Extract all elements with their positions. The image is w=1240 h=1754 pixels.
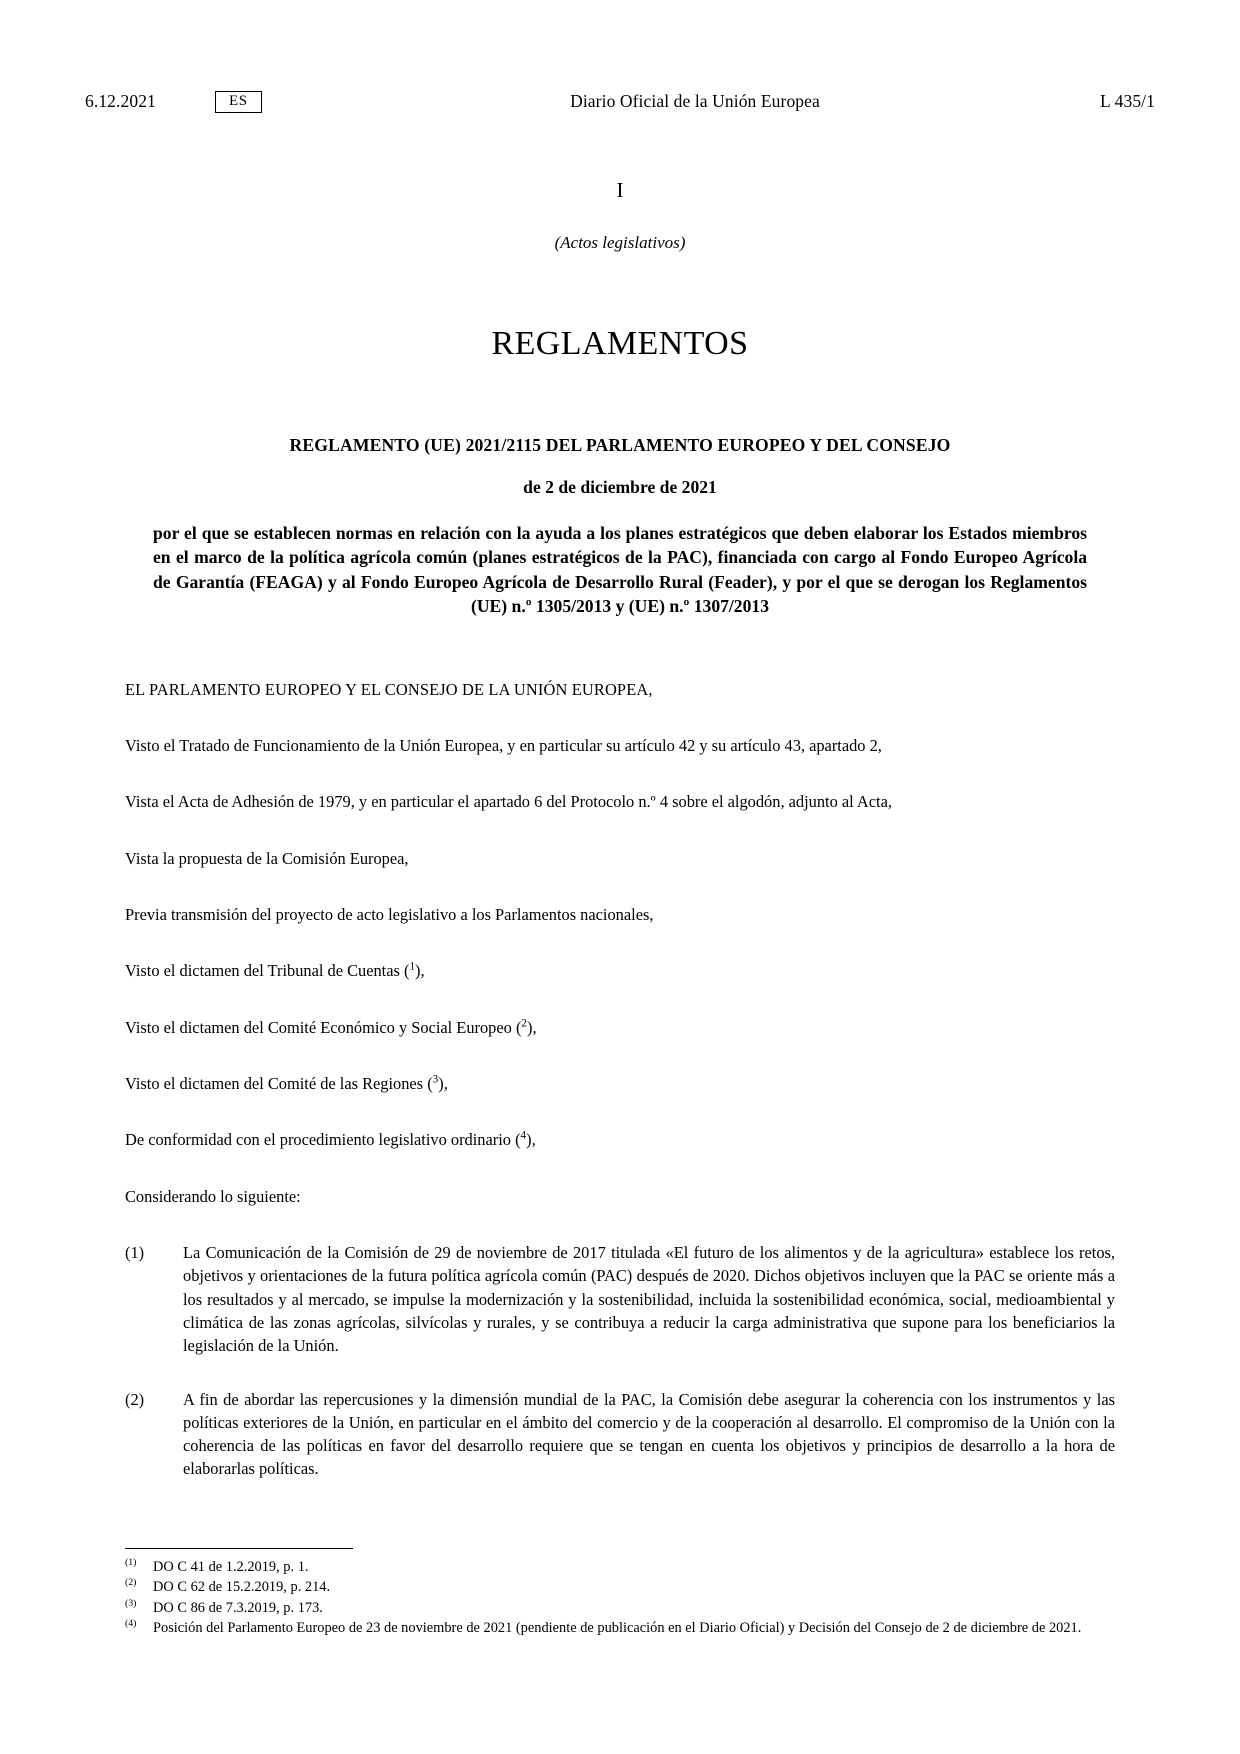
footnote-marker[interactable]: 4 — [520, 1129, 527, 1142]
preamble-paragraph-text: De conformidad con el procedimiento legislativo ordinario — [125, 1130, 511, 1150]
preamble-lead: EL PARLAMENTO EUROPEO Y EL CONSEJO DE LA UNIÓN EUROPEA, — [125, 680, 653, 700]
footnote-mark: (1) — [125, 1557, 137, 1569]
document-body — [125, 160, 1115, 1481]
preamble-paragraph: Visto el dictamen del Tribunal de Cuentas ($^1$), — [125, 960, 425, 981]
section-numeral: I — [616, 178, 624, 202]
preamble-paragraph-text: Vista el Acta de Adhesión de 1979, y en particular el apartado 6 del Protocolo n.º 4 sobre el algodón, adjunto al Acta, — [125, 792, 892, 812]
recital — [125, 1241, 1115, 1357]
preamble-paragraph-text: Visto el Tratado de Funcionamiento de la Unión Europea, y en particular su artículo 42 y su artículo 43, apartado 2, — [125, 736, 882, 756]
act-date: de 2 de diciembre de 2021 — [523, 477, 717, 497]
footnote-marker[interactable]: 1 — [409, 960, 416, 973]
preamble-paragraph — [125, 700, 1115, 756]
footnote-text: DO C 41 de 1.2.2019, p. 1. — [153, 1559, 309, 1575]
language-code: ES — [215, 91, 262, 113]
preamble-paragraph: De conformidad con el procedimiento legislativo ordinario ($^4$), — [125, 1129, 536, 1150]
journal-title: Diario Oficial de la Unión Europea — [570, 90, 820, 111]
page-header — [85, 88, 1155, 114]
recital-list — [125, 1241, 1115, 1481]
recital-number: (1) — [125, 1243, 145, 1263]
footnote-text: Posición del Parlamento Europeo de 23 de noviembre de 2021 (pendiente de publicación en el Diario Oficial) y Decisión del Consejo de 2 de diciembre de 2021. — [153, 1619, 1082, 1636]
preamble-paragraph-list — [125, 700, 1115, 1207]
section-heading: REGLAMENTOS — [491, 325, 749, 362]
preamble-paragraph-text: Visto el dictamen del Comité Económico y Social Europeo — [125, 1017, 512, 1037]
preamble-paragraph — [125, 1151, 1115, 1207]
footnote-marker[interactable]: 2 — [521, 1017, 527, 1030]
preamble-paragraph: Visto el dictamen del Comité de las Regiones ($^3$), — [125, 1073, 448, 1094]
preamble-paragraph — [125, 756, 1115, 812]
footnote — [125, 1558, 1115, 1577]
act-title-block — [125, 435, 1115, 618]
preamble-paragraph — [125, 813, 1115, 869]
footnote-separator — [125, 1548, 353, 1549]
footnote-mark: (3) — [125, 1597, 137, 1609]
footnote — [125, 1578, 1115, 1597]
footnote-text: DO C 86 de 7.3.2019, p. 173. — [153, 1599, 323, 1616]
header-language-box — [215, 89, 365, 113]
header-date: 6.12.2021 — [85, 90, 156, 111]
act-title: REGLAMENTO (UE) 2021/2115 DEL PARLAMENTO EUROPEO Y DEL CONSEJO — [289, 435, 951, 455]
section-kind: (Actos legislativos) — [554, 233, 686, 252]
footnote — [125, 1599, 1115, 1618]
preamble-paragraph-text: Vista la propuesta de la Comisión Europea, — [125, 848, 409, 868]
recital-number: (2) — [125, 1389, 145, 1409]
footnote-section — [125, 1548, 1115, 1638]
footnote-text: DO C 62 de 15.2.2019, p. 214. — [153, 1579, 331, 1596]
preamble-paragraph-text: Considerando lo siguiente: — [125, 1186, 301, 1206]
preamble-paragraph: Visto el dictamen del Comité Económico y Social Europeo ($^2$), — [125, 1017, 537, 1037]
preamble-paragraph-text: Previa transmisión del proyecto de acto legislativo a los Parlamentos nacionales, — [125, 905, 654, 925]
preamble-paragraph-text: Visto el dictamen del Tribunal de Cuentas — [125, 961, 400, 981]
preamble-paragraph-text: Visto el dictamen del Comité de las Regiones — [125, 1074, 424, 1094]
footnote-list — [125, 1558, 1115, 1638]
footnote-mark: (4) — [125, 1618, 137, 1630]
footnote-marker[interactable]: 3 — [432, 1073, 439, 1086]
preamble-paragraph — [125, 869, 1115, 925]
recital — [125, 1388, 1115, 1481]
act-subtitle: por el que se establecen normas en relación con la ayuda a los planes estratégicos que deben elaborar los Estados miembros en el marco de la política agrícola común (planes estratégicos de la PAC), financiada con cargo al Fondo Europeo Agrícola de Garantía (FEAGA) y al Fondo Europeo Agrícola de Desarrollo Rural (Feader), y por el que se derogan los Reglamentos (UE) n.º 1305/2013 y (UE) n.º 1307/2013 — [153, 523, 1087, 616]
footnote-mark: (2) — [125, 1577, 137, 1589]
header-reference: L 435/1 — [1100, 90, 1155, 111]
recital-text: A fin de abordar las repercusiones y la dimensión mundial de la PAC, la Comisión debe asegurar la coherencia con los instrumentos y las políticas exteriores de la Unión, en particular en el ámbito del comercio y de la cooperación al desarrollo. El compromiso de la Unión con la coherencia de las políticas en favor del desarrollo requiere que se tengan en cuenta los objetivos y principios de desarrollo a la hora de elaborarlas políticas. — [183, 1389, 1115, 1479]
preamble — [125, 680, 1115, 1207]
recital-text: La Comunicación de la Comisión de 29 de noviembre de 2017 titulada «El futuro de los alimentos y de la agricultura» establece los retos, objetivos y orientaciones de la futura política agrícola común (PAC) después de 2020. Dichos objetivos incluyen que la PAC se oriente más a los resultados y al mercado, se impulse la modernización y la sostenibilidad, incluida la sostenibilidad económica, social, medioambiental y climática de las zonas agrícolas, silvícolas y rurales, y se contribuya a reducir la carga administrativa que supone para los beneficiarios la legislación de la Unión. — [183, 1243, 1115, 1356]
footnote — [125, 1619, 1115, 1638]
